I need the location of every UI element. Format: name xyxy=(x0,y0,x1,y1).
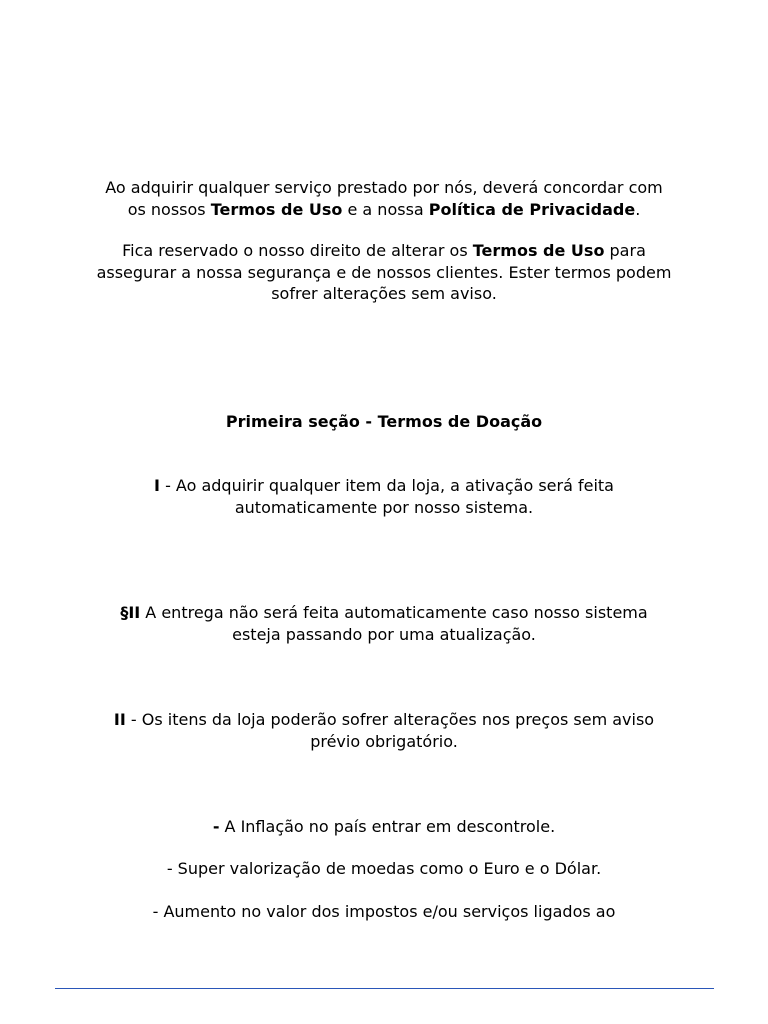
intro-line-1: Ao adquirir qualquer serviço prestado por nós, deverá concordar com xyxy=(105,178,663,197)
terms-of-use-bold: Termos de Uso xyxy=(210,199,343,219)
reservation-line-1-pre: Fica reservado o nosso direito de alterar os xyxy=(122,241,473,260)
paragraph-ii-line-2: esteja passando por uma atualização. xyxy=(232,624,536,644)
bullet-2-line: - Super valorização de moedas como o Euro e o Dólar. xyxy=(166,859,602,878)
section-title-text: Primeira seção - Termos de Doação xyxy=(225,412,543,431)
bullet-1-line xyxy=(50,816,718,838)
bullet-3 xyxy=(50,901,718,923)
footer-divider xyxy=(55,988,714,989)
reservation-line-2: assegurar a nossa segurança e de nossos clientes. Ester termos podem xyxy=(96,262,672,282)
intro-line-2-mid: e a nossa xyxy=(342,199,429,219)
reservation-line-3: sofrer alterações sem aviso. xyxy=(271,284,497,303)
clause-ii-marker: II xyxy=(113,710,126,729)
clause-ii xyxy=(50,709,718,752)
terms-of-use-bold-2: Termos de Uso xyxy=(472,241,605,260)
bullet-3-line: - Aumento no valor dos impostos e/ou serviços ligados ao xyxy=(152,902,616,921)
bullet-2 xyxy=(50,858,718,880)
paragraph-ii-line-1 xyxy=(50,602,718,624)
reservation-line-1-end: para xyxy=(604,241,646,260)
clause-i-text: - Ao adquirir qualquer item da loja, a ativação será feita xyxy=(159,476,614,495)
privacy-policy-bold: Política de Privacidade xyxy=(428,199,636,219)
bullet-1-marker: - xyxy=(212,817,220,836)
intro-line-2-end: . xyxy=(635,199,641,219)
clause-i-marker: I xyxy=(154,476,160,495)
paragraph-ii-marker: §II xyxy=(120,603,141,622)
intro-paragraph xyxy=(50,177,718,220)
intro-line-2 xyxy=(50,199,718,221)
intro-line-2-pre: os nossos xyxy=(127,199,211,219)
paragraph-ii xyxy=(50,602,718,645)
reservation-line-1 xyxy=(50,240,718,262)
clause-ii-line-2: prévio obrigatório. xyxy=(310,731,458,751)
clause-i xyxy=(50,475,718,518)
clause-ii-line-1 xyxy=(50,709,718,731)
section-title xyxy=(50,411,718,433)
clause-i-line-1 xyxy=(50,475,718,497)
paragraph-ii-text: A entrega não será feita automaticamente caso nosso sistema xyxy=(140,603,648,622)
reservation-paragraph xyxy=(50,240,718,305)
bullet-1-text: A Inflação no país entrar em descontrole. xyxy=(219,817,556,836)
clause-ii-text: - Os itens da loja poderão sofrer alterações nos preços sem aviso xyxy=(125,710,655,729)
clause-i-line-2: automaticamente por nosso sistema. xyxy=(234,497,534,517)
bullet-1 xyxy=(50,816,718,838)
